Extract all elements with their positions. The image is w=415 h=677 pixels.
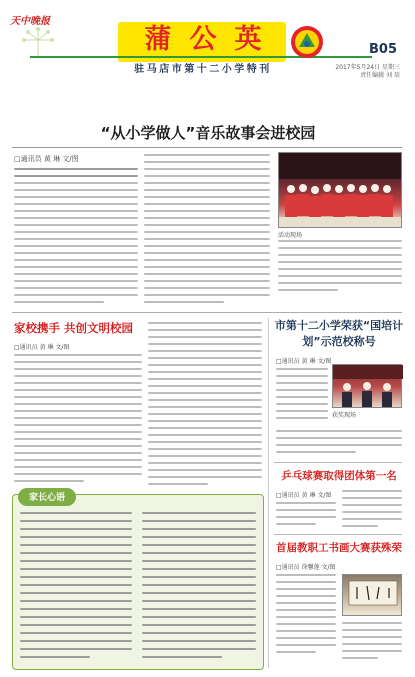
byline-award: □通讯员 黄 琳 文/图	[276, 358, 332, 365]
article-pingpong-col2	[342, 490, 402, 528]
parent-corner-col2	[142, 512, 256, 662]
school-badge-icon	[290, 25, 324, 59]
headline-award	[274, 318, 404, 352]
masthead-subtitle: 驻马店市第十二小学特刊	[134, 64, 272, 74]
article-civilized-col1	[14, 354, 142, 490]
paper-logo: 天中晚报	[10, 16, 50, 26]
date-line: 2017年5月24日 星期三	[335, 64, 400, 70]
parent-corner-title: 家长心语	[28, 493, 65, 503]
parent-corner-col1	[20, 512, 132, 662]
photo-calligraphy	[342, 574, 402, 616]
photo-music-performance	[278, 152, 402, 228]
editor-line: 责任编辑 刘 辰	[360, 72, 400, 78]
article-pingpong-col1	[276, 502, 336, 528]
page-number: B05	[369, 42, 397, 57]
article-award-text2	[276, 430, 402, 458]
photo-award	[332, 364, 402, 408]
headline-calligraphy: 首届教职工书画大赛获殊荣	[276, 542, 402, 554]
article-music-col2	[144, 154, 270, 310]
headline-civilized: 家校携手 共创文明校园	[14, 321, 134, 335]
headline-pingpong: 乒乓球赛取得团体第一名	[281, 470, 397, 482]
section-divider	[12, 312, 402, 313]
byline-music: □通讯员 黄 琳 文/图	[14, 155, 79, 163]
section-divider-right-2	[274, 534, 402, 535]
headline-music: “从小学做人”音乐故事会进校园	[100, 124, 316, 142]
caption-music: 活动现场	[278, 232, 303, 239]
dandelion-icon	[18, 26, 58, 58]
section-divider-right	[274, 462, 402, 463]
byline-calligraphy: □通讯员 徐馨莲 文/图	[276, 564, 336, 571]
article-civilized-col2	[148, 322, 262, 490]
column-rule	[268, 318, 269, 668]
headline-rule	[12, 147, 402, 148]
caption-award: 获奖现场	[332, 412, 357, 419]
article-award-text	[276, 368, 328, 428]
article-music-col1	[14, 168, 138, 310]
article-calligraphy-col2	[342, 622, 402, 666]
byline-pingpong: □通讯员 黄 琳 文/图	[276, 492, 332, 499]
byline-civilized: □通讯员 黄 琳 文/图	[14, 344, 70, 351]
supplement-title: 蒲公英	[144, 24, 280, 53]
article-music-col3	[278, 240, 402, 300]
masthead	[0, 0, 415, 80]
article-calligraphy-col1	[276, 574, 336, 664]
headline-award-text: 市第十二小学荣获“国培计划”示范校称号	[274, 319, 404, 348]
